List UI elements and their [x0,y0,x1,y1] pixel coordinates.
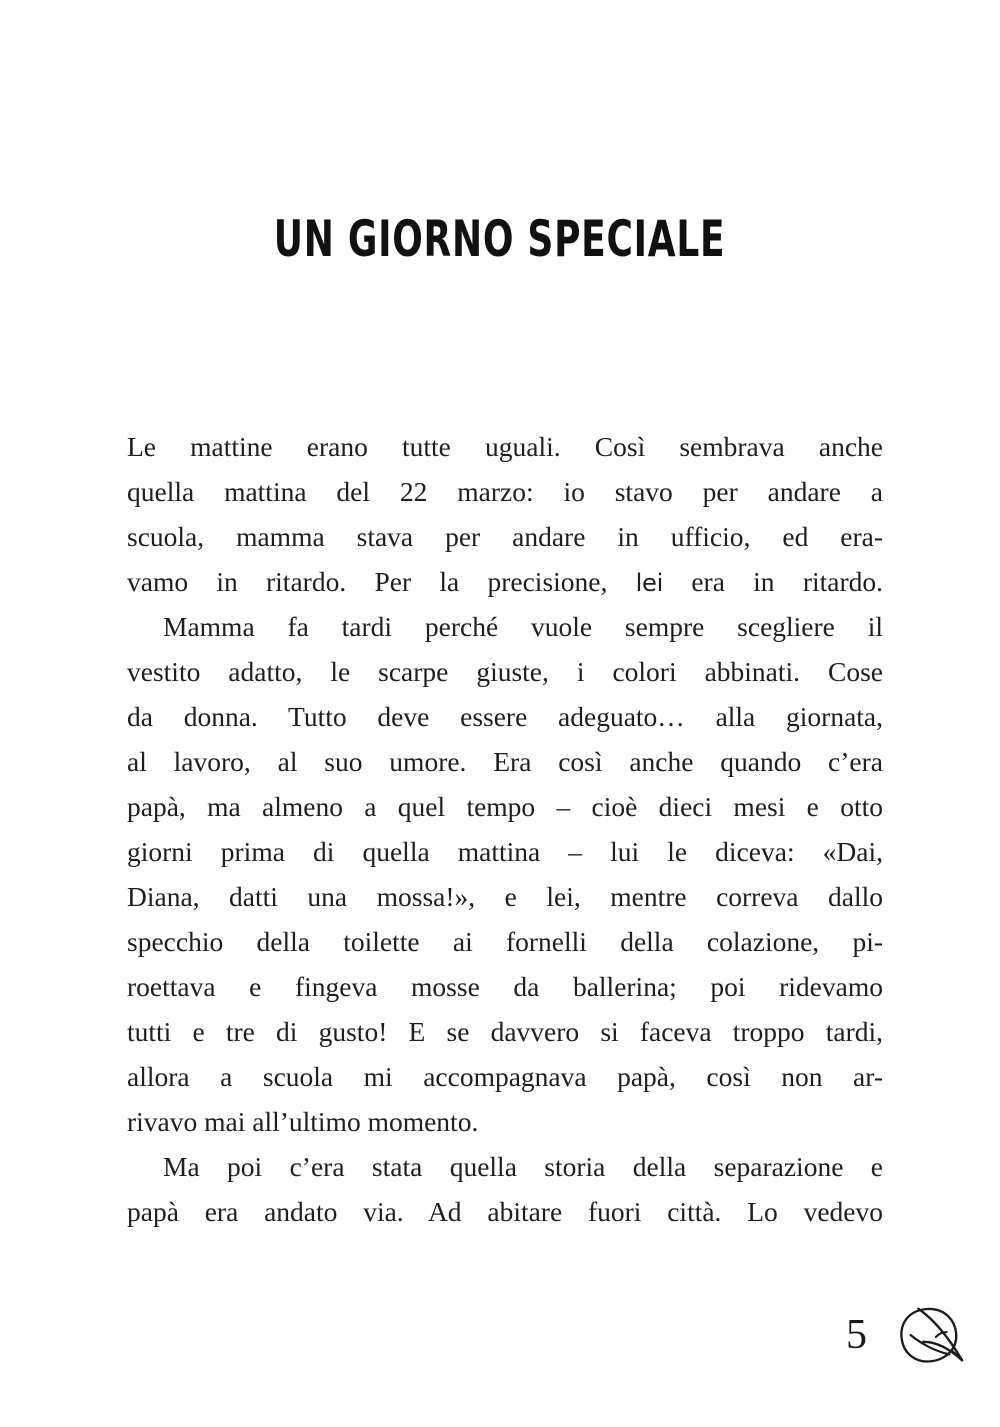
text-line: Ma poi c’era stata quella storia della separazione e [163,1151,883,1182]
text-line: Diana, datti una mossa!», e lei, mentre correva dallo [127,881,883,912]
emphasis-word: lei [635,569,664,597]
footer [846,1300,967,1370]
text-line: papà, ma almeno a quel tempo – cioè dieci mesi e otto [127,791,883,822]
text-segment: vamo in ritardo. Per la precisione, [127,566,636,597]
text-line: vestito adatto, le scarpe giuste, i colori abbinati. Cose [127,656,883,687]
text-line: da donna. Tutto deve essere adeguato… alla giornata, [127,701,883,732]
text-line: al lavoro, al suo umore. Era così anche quando c’era [127,746,883,777]
text-line: Mamma fa tardi perché vuole sempre scegliere il [163,611,883,642]
text-line: allora a scuola mi accompagnava papà, così non ar- [127,1061,883,1092]
text-line: Le mattine erano tutte uguali. Così sembrava anche [127,431,883,462]
paragraph [127,424,883,604]
text-line: roettava e fingeva mosse da ballerina; poi ridevamo [127,971,883,1002]
paragraph [127,1144,883,1234]
text-line [127,559,883,604]
body-text [127,424,883,1234]
text-segment: era in ritardo. [663,566,883,597]
leaf-doodle-icon [893,1300,967,1370]
text-line: papà era andato via. Ad abitare fuori città. Lo vedevo [127,1196,883,1227]
text-line: tutti e tre di gusto! E se davvero si faceva troppo tardi, [127,1016,883,1047]
text-line: scuola, mamma stava per andare in ufficio, ed era- [127,521,883,552]
chapter-title-wrap [0,210,1000,268]
page-number: 5 [846,1312,867,1358]
text-line: quella mattina del 22 marzo: io stavo per andare a [127,476,883,507]
text-line: rivavo mai all’ultimo momento. [127,1106,479,1137]
paragraph [127,604,883,1144]
chapter-title: UN GIORNO SPECIALE [274,210,726,268]
text-line: giorni prima di quella mattina – lui le diceva: «Dai, [127,836,883,867]
text-line: specchio della toilette ai fornelli della colazione, pi- [127,926,883,957]
